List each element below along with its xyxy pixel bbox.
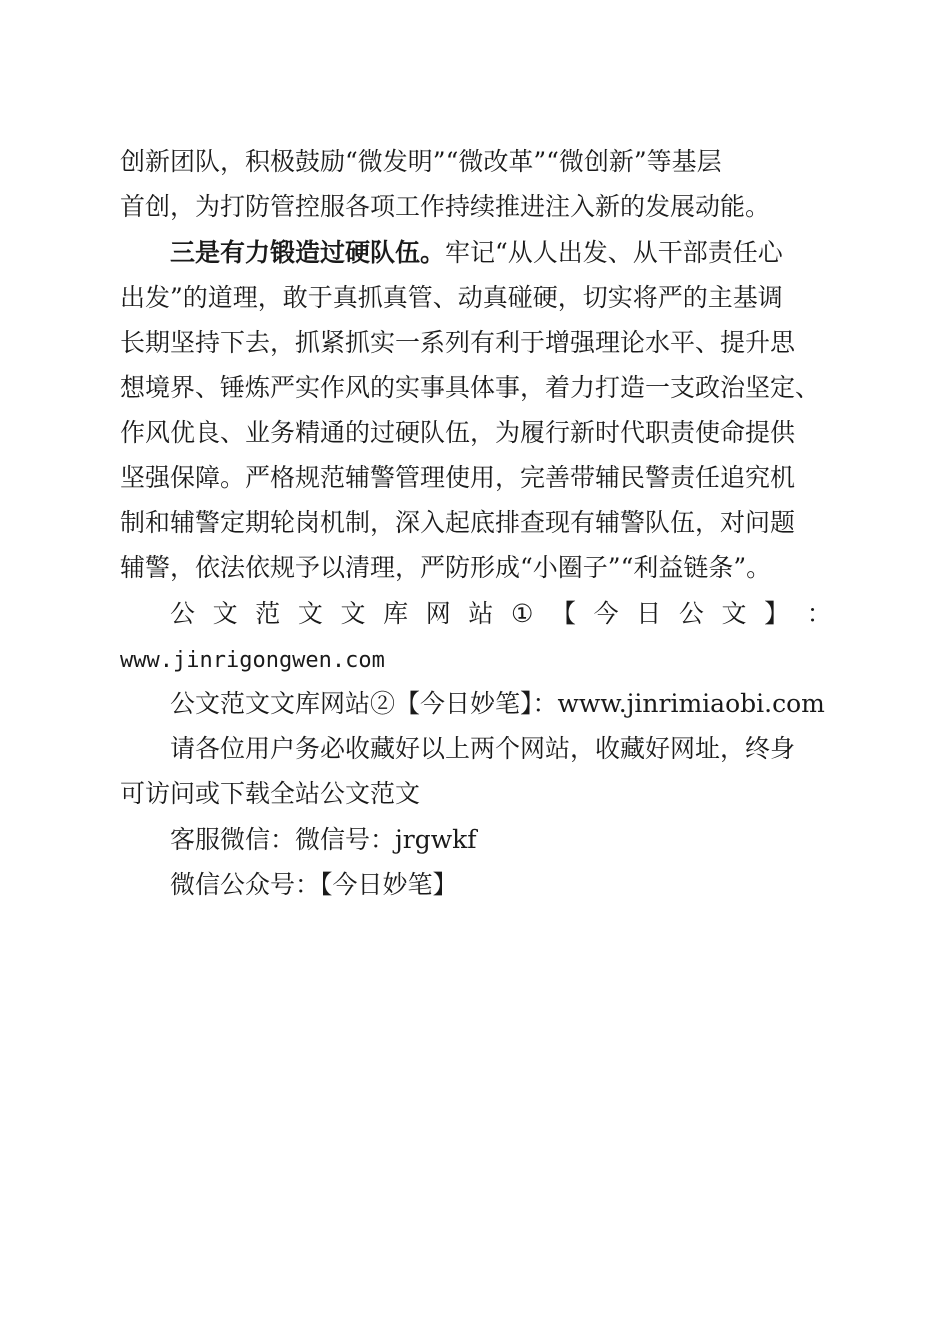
body-text-line: 辅警，依法依规予以清理，严防形成“小圈子”“利益链条”。: [120, 553, 772, 582]
site1-char: 】: [764, 599, 790, 628]
site1-url-text: www.jinrigongwen.com: [120, 648, 385, 673]
service-wechat: 客服微信：微信号：jrgwkf: [170, 825, 477, 854]
body-text-line: 坚强保障。严格规范辅警管理使用，完善带辅民警责任追究机: [120, 463, 796, 492]
site1-char: ：: [806, 599, 832, 628]
official-account: 微信公众号：【今日妙笔】: [170, 870, 458, 899]
site1-char: 文: [212, 599, 238, 628]
body-text-line: 创新团队，积极鼓励“微发明”“微改革”“微创新”等基层: [120, 147, 722, 176]
site1-url: [120, 639, 832, 679]
site2-line: 公文范文文库网站②【今日妙笔】：www.jinrimiaobi.com: [170, 689, 825, 718]
paragraph-first-line: [170, 233, 832, 273]
site1-line: [170, 594, 832, 634]
body-text-line: 出发”的道理，敢于真抓真管、动真碰硬，切实将严的主基调: [120, 283, 783, 312]
body-text-line: 想境界、锤炼严实作风的实事具体事，着力打造一支政治坚定、: [120, 373, 821, 402]
site1-char: 网: [425, 599, 451, 628]
site1-char: 库: [383, 599, 409, 628]
site1-char: 日: [636, 599, 662, 628]
notice-line: 可访问或下载全站公文范文: [120, 779, 421, 808]
site1-char: 公: [678, 599, 704, 628]
site1-char: 公: [170, 599, 196, 628]
site1-char: 范: [255, 599, 281, 628]
site1-char: 文: [721, 599, 747, 628]
site1-char: 文: [340, 599, 366, 628]
body-text-line: 作风优良、业务精通的过硬队伍，为履行新时代职责使命提供: [120, 418, 796, 447]
site1-char: 今: [593, 599, 619, 628]
body-text-line: 首创，为打防管控服各项工作持续推进注入新的发展动能。: [120, 192, 771, 221]
paragraph-heading: 三是有力锻造过硬队伍。: [170, 238, 446, 267]
body-text-line: 长期坚持下去，抓紧抓实一系列有利于增强理论水平、提升思: [120, 328, 796, 357]
site1-char: 站: [468, 599, 494, 628]
notice-line: 请各位用户务必收藏好以上两个网站，收藏好网址，终身: [170, 734, 796, 763]
body-text-line: 制和辅警定期轮岗机制，深入起底排查现有辅警队伍，对问题: [120, 508, 796, 537]
site1-char: 【: [551, 599, 577, 628]
site1-char: 文: [297, 599, 323, 628]
site1-char: ①: [511, 599, 534, 628]
body-text-span: 牢记“从人出发、从干部责任心: [445, 238, 783, 267]
